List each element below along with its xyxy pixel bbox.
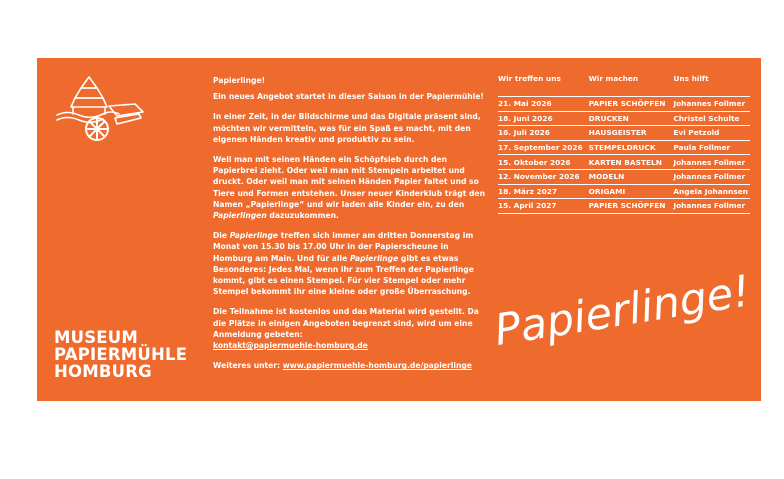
helper-cell: Christel Schulte: [673, 111, 750, 126]
column-header-helper: Uns hilft: [673, 74, 709, 83]
date-cell: 21. Mai 2026: [498, 97, 589, 112]
activity-cell: PAPIER SCHÖPFEN: [589, 199, 674, 214]
table-row: [498, 169, 750, 184]
intro-paragraph: In einer Zeit, in der Bildschirme und das Digitale präsent sind, möchten wir vermitteln, was für ein Spaß es macht, mit den eigenen Händen kreativ und produktiv zu sein.: [213, 112, 481, 144]
table-row: [498, 126, 750, 141]
date-cell: 15. Oktober 2026: [498, 155, 589, 170]
museum-name-line: HOMBURG: [54, 362, 152, 381]
museum-name-line: MUSEUM: [54, 328, 138, 347]
column-header-activity: Wir machen: [588, 74, 639, 83]
schedule-table: [498, 74, 750, 214]
registration-paragraph: Die Teilnahme ist kostenlos und das Material wird gestellt. Da die Plätze in einigen Angeboten begrenzt sind, wird um eine Anmeldung gebeten: kontakt@papiermuehle-homburg.de: [213, 307, 479, 351]
activity-cell: STEMPELDRUCK: [589, 140, 674, 155]
activity-cell: HAUSGEISTER: [589, 126, 674, 141]
helper-cell: Johannes Follmer: [673, 169, 750, 184]
table-row: [498, 184, 750, 199]
date-cell: 17. September 2026: [498, 140, 589, 155]
museum-name-line: PAPIERMÜHLE: [54, 345, 188, 364]
table-row: [498, 111, 750, 126]
helper-cell: Johannes Follmer: [673, 97, 750, 112]
intro-subheading: Ein neues Angebot startet in dieser Saison in der Papiermühle!: [213, 92, 484, 102]
intro-paragraph: Die Papierlinge treffen sich immer am dritten Donnerstag im Monat von 15.30 bis 17.00 Uhr in der Papierscheune in Homburg am Main. Und für alle Papierlinge gibt es etwas Besonderes: Jedes Mal, wenn ihr zum Treffen der Papierlinge kommt, gibt es einen Stempel. Für vier Stempel oder mehr Stempel bekommt ihr eine kleine oder große Überraschung.: [213, 231, 474, 297]
intro-text: [213, 75, 485, 380]
activity-cell: KARTEN BASTELN: [589, 155, 674, 170]
date-cell: 12. November 2026: [498, 169, 589, 184]
helper-cell: Angela Johannsen: [673, 184, 750, 199]
email-link[interactable]: kontakt@papiermuehle-homburg.de: [213, 341, 368, 351]
more-info: Weiteres unter: www.papiermuehle-homburg.de/papierlinge: [213, 361, 472, 371]
date-cell: 15. April 2027: [498, 199, 589, 214]
paper-mill-logo-icon: [53, 74, 145, 144]
column-header-date: Wir treffen uns: [498, 74, 561, 83]
table-row: [498, 140, 750, 155]
date-cell: 18. Juni 2026: [498, 111, 589, 126]
papierlinge-title: Papierlinge!: [491, 266, 754, 356]
table-header-row: [498, 74, 750, 97]
website-link[interactable]: www.papiermuehle-homburg.de/papierlinge: [282, 361, 472, 371]
helper-cell: Paula Follmer: [673, 140, 750, 155]
date-cell: 18. März 2027: [498, 184, 589, 199]
helper-cell: Johannes Follmer: [673, 199, 750, 214]
table-row: [498, 97, 750, 112]
table-row: [498, 199, 750, 214]
intro-paragraph: Weil man mit seinen Händen ein Schöpfsieb durch den Papierbrei zieht. Oder weil man mit Stempeln arbeitet und druckt. Oder weil man mit seinen Händen Papier faltet und so Tiere und Formen entstehen. Unser neuer Kinderklub trägt den Namen „Papierlinge“ und wir laden alle Kinder ein, zu den Papierlingen dazuzukommen.: [213, 155, 485, 221]
museum-name: [54, 329, 187, 380]
activity-cell: PAPIER SCHÖPFEN: [589, 97, 674, 112]
date-cell: 16. Juli 2026: [498, 126, 589, 141]
table-row: [498, 155, 750, 170]
activity-cell: DRUCKEN: [589, 111, 674, 126]
event-flyer-banner: [37, 58, 761, 401]
helper-cell: Evi Petzold: [673, 126, 750, 141]
activity-cell: ORIGAMI: [589, 184, 674, 199]
activity-cell: MODELN: [589, 169, 674, 184]
intro-heading: Papierlinge!: [213, 76, 266, 85]
helper-cell: Johannes Follmer: [673, 155, 750, 170]
